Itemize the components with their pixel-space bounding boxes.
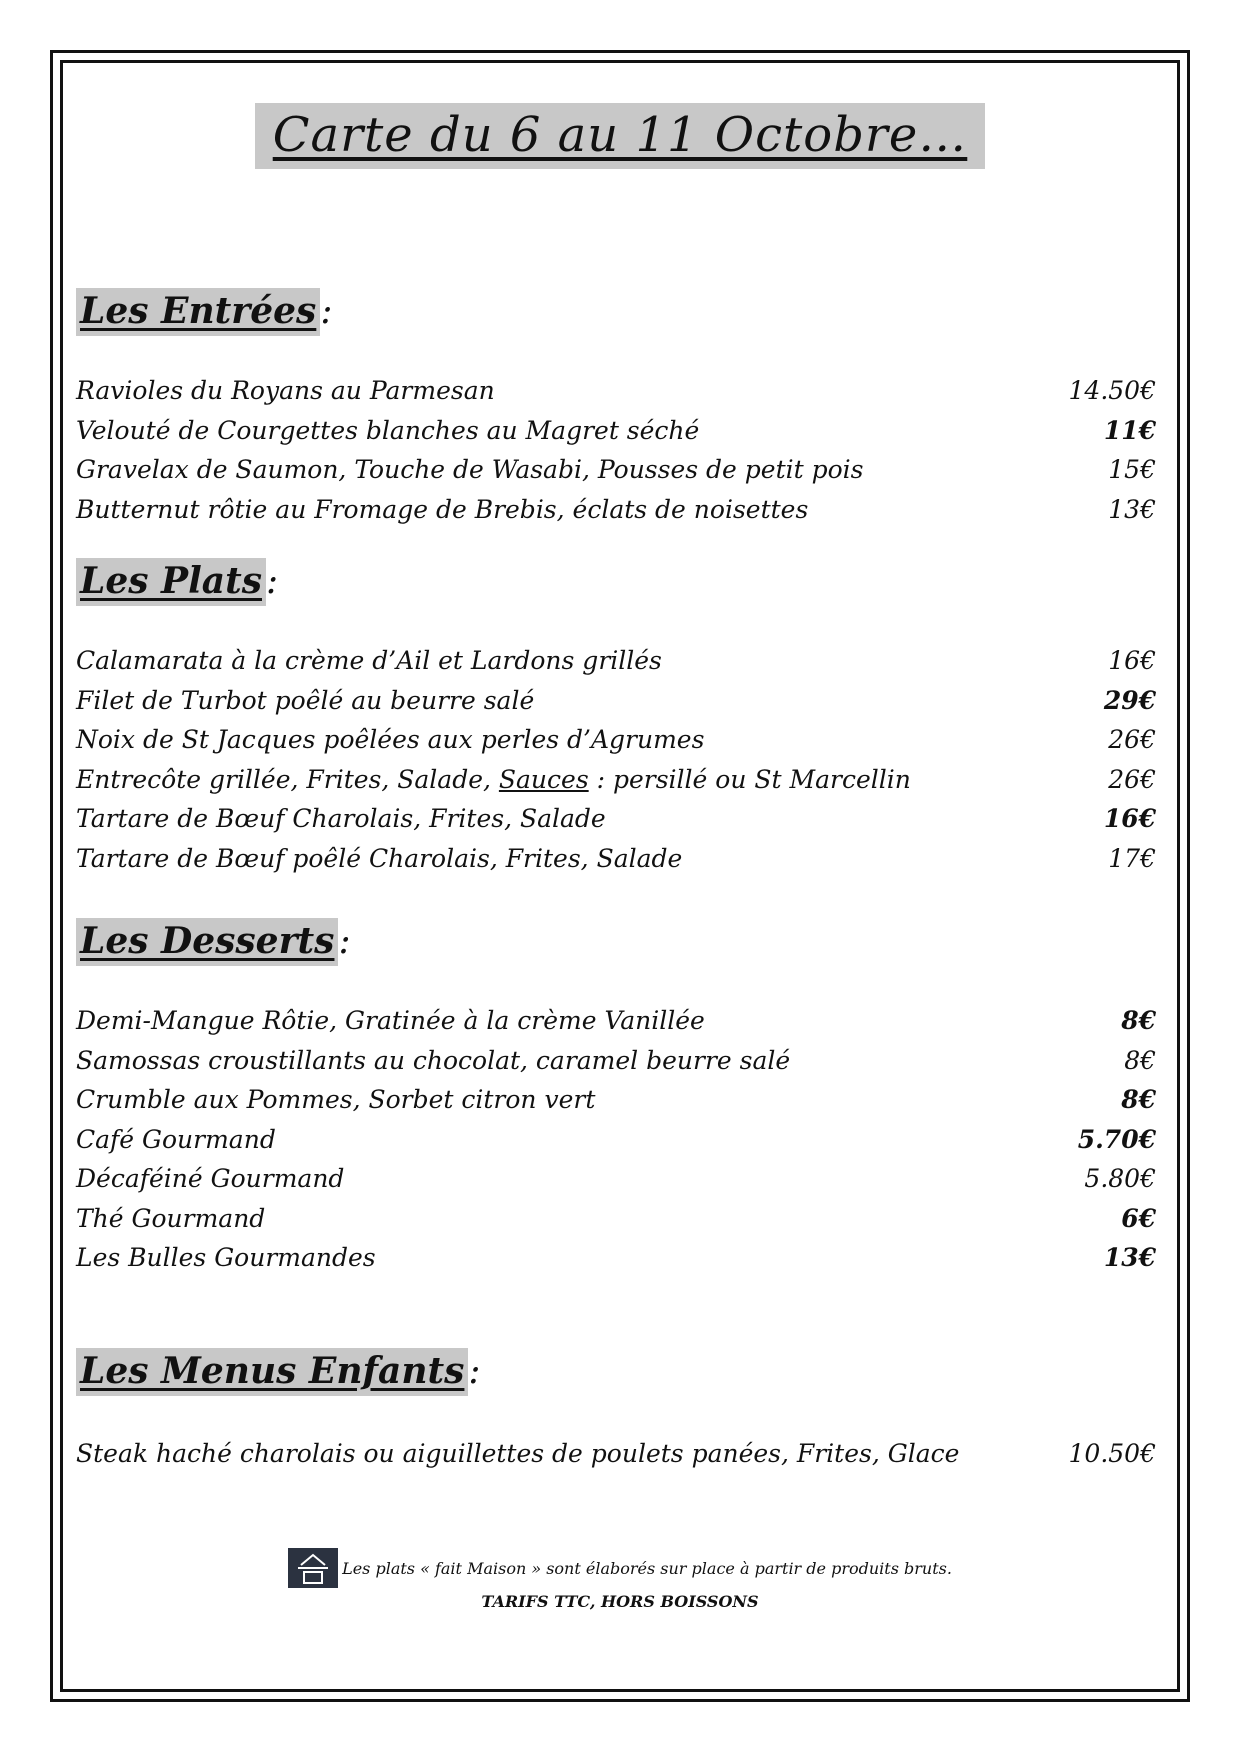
menu-item — [76, 1040, 1156, 1080]
item-name: Tartare de Bœuf poêlé Charolais, Frites, Salade — [76, 843, 683, 873]
menu-item — [76, 640, 1156, 680]
menu-item — [76, 489, 1156, 529]
item-name: Ravioles du Royans au Parmesan — [76, 375, 495, 405]
menu-item — [76, 449, 1156, 489]
item-name: Samossas croustillants au chocolat, caramel beurre salé — [76, 1045, 791, 1075]
item-price: 16€ — [1108, 645, 1156, 675]
item-name: Filet de Turbot poêlé au beurre salé — [76, 685, 535, 715]
section-heading-plats — [76, 560, 278, 602]
item-price: 8€ — [1121, 1005, 1156, 1035]
item-name: Calamarata à la crème d’Ail et Lardons grillés — [76, 645, 662, 675]
item-price: 13€ — [1103, 1242, 1156, 1272]
section-label: Les Plats — [76, 558, 266, 606]
menu-item — [76, 1198, 1156, 1238]
item-name: Décaféiné Gourmand — [76, 1163, 345, 1193]
menu-item — [76, 1079, 1156, 1119]
section-colon: : — [338, 921, 351, 962]
item-price: 26€ — [1108, 724, 1156, 754]
item-name: Butternut rôtie au Fromage de Brebis, éclats de noisettes — [76, 494, 809, 524]
section-heading-enfants — [76, 1350, 481, 1392]
section-colon: : — [266, 561, 279, 602]
footer-note — [0, 1548, 1240, 1592]
item-price: 15€ — [1108, 454, 1156, 484]
item-name: Velouté de Courgettes blanches au Magret séché — [76, 415, 700, 445]
menu-item — [76, 1158, 1156, 1198]
menu-item — [76, 680, 1156, 720]
item-name: Noix de St Jacques poêlées aux perles d’Agrumes — [76, 724, 705, 754]
item-price: 26€ — [1108, 764, 1156, 794]
menu-item — [76, 1000, 1156, 1040]
item-price: 5.80€ — [1084, 1163, 1156, 1193]
menu-item — [76, 719, 1156, 759]
section-heading-desserts — [76, 920, 351, 962]
section-label: Les Entrées — [76, 288, 320, 336]
item-price: 14.50€ — [1068, 375, 1156, 405]
item-name: Gravelax de Saumon, Touche de Wasabi, Pousses de petit pois — [76, 454, 864, 484]
item-price: 13€ — [1108, 494, 1156, 524]
item-price: 16€ — [1103, 803, 1156, 833]
item-price: 17€ — [1108, 843, 1156, 873]
menu-item — [76, 1433, 1156, 1473]
tarifs-note: TARIFS TTC, HORS BOISSONS — [481, 1592, 759, 1611]
item-name-prefix: Entrecôte grillée, Frites, Salade, — [76, 764, 499, 794]
fait-maison-note: Les plats « fait Maison » sont élaborés sur place à partir de produits bruts. — [342, 1558, 952, 1578]
item-price: 8€ — [1121, 1084, 1156, 1114]
menu-title: Carte du 6 au 11 Octobre… — [255, 103, 986, 169]
fait-maison-house-icon — [288, 1548, 338, 1588]
item-name — [76, 765, 911, 794]
item-name-suffix: : persillé ou St Marcellin — [588, 764, 911, 794]
item-price: 8€ — [1124, 1045, 1156, 1075]
item-name: Café Gourmand — [76, 1124, 276, 1154]
item-name-underlined: Sauces — [498, 764, 589, 794]
section-colon: : — [468, 1351, 481, 1392]
item-name: Steak haché charolais ou aiguillettes de poulets panées, Frites, Glace — [76, 1438, 960, 1468]
section-label: Les Desserts — [76, 918, 338, 966]
item-name: Demi-Mangue Rôtie, Gratinée à la crème Vanillée — [76, 1005, 705, 1035]
section-label: Les Menus Enfants — [76, 1348, 468, 1396]
menu-item — [76, 1119, 1156, 1159]
item-price: 5.70€ — [1077, 1124, 1156, 1154]
menu-item — [76, 1237, 1156, 1277]
item-price: 11€ — [1103, 415, 1156, 445]
item-price: 29€ — [1103, 685, 1156, 715]
title-container — [0, 103, 1240, 169]
item-price: 10.50€ — [1068, 1438, 1156, 1468]
section-heading-entrees — [76, 290, 332, 332]
menu-item — [76, 759, 1156, 799]
menu-item — [76, 410, 1156, 450]
item-name: Tartare de Bœuf Charolais, Frites, Salade — [76, 803, 606, 833]
item-name: Les Bulles Gourmandes — [76, 1242, 376, 1272]
menu-item — [76, 798, 1156, 838]
item-name: Crumble aux Pommes, Sorbet citron vert — [76, 1084, 596, 1114]
section-colon: : — [320, 291, 333, 332]
menu-item — [76, 838, 1156, 878]
item-name: Thé Gourmand — [76, 1203, 266, 1233]
menu-item — [76, 370, 1156, 410]
item-price: 6€ — [1121, 1203, 1156, 1233]
